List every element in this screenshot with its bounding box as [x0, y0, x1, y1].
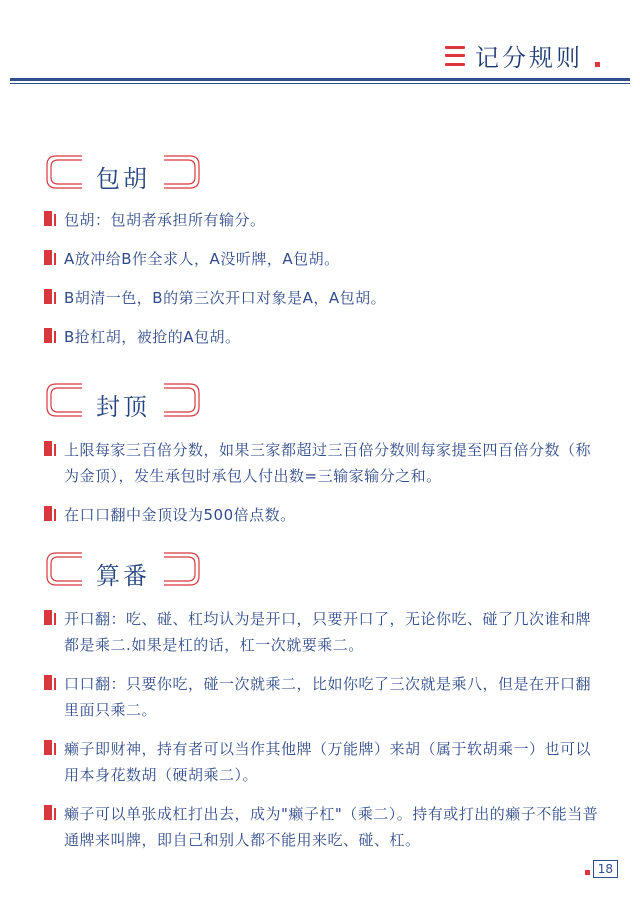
item-text: B抢杠胡，被抢的A包胡。 [64, 328, 241, 346]
section-baohu [44, 153, 600, 350]
item-text: A放冲给B作全求人，A没听牌，A包胡。 [64, 250, 340, 268]
item-text: B胡清一色，B的第三次开口对象是A，A包胡。 [64, 289, 387, 307]
list-item [44, 671, 600, 723]
item-text: 包胡：包胡者承担所有输分。 [64, 211, 266, 229]
header-divider [10, 78, 630, 81]
page-dot-decoration [585, 870, 590, 875]
bullet-icon [44, 289, 52, 304]
section-suanfan [44, 550, 600, 853]
section-heading [44, 550, 202, 588]
list-item [44, 207, 600, 233]
section-heading [44, 381, 202, 419]
item-text: 开口翻：吃、碰、杠均认为是开口，只要开口了，无论你吃、碰了几次谁和牌都是乘二.如果是杠的话，杠一次就要乘二。 [64, 610, 592, 654]
bullet-icon [44, 740, 52, 755]
bullet-icon [44, 610, 52, 625]
bullet-icon [44, 328, 52, 343]
bullet-icon [44, 675, 52, 690]
list-item [44, 437, 600, 489]
list-item [44, 502, 600, 528]
list-item [44, 324, 600, 350]
item-text: 上限每家三百倍分数，如果三家都超过三百倍分数则每家提至四百倍分数（称为金顶），发生承包时承包人付出数=三输家输分之和。 [64, 441, 592, 485]
list-item [44, 285, 600, 311]
section-heading [44, 153, 202, 191]
bullet-icon [44, 211, 52, 226]
page-header [445, 38, 600, 73]
page-title: 记分规则 [475, 44, 583, 72]
page-number-box: 18 [593, 860, 618, 878]
section-title: 算番 [96, 562, 150, 590]
item-text: 在口口翻中金顶设为500倍点数。 [64, 506, 296, 524]
section-title: 包胡 [96, 165, 150, 193]
list-item [44, 736, 600, 788]
bullet-icon [44, 441, 52, 456]
page-number [585, 860, 618, 878]
bullet-icon [44, 506, 52, 521]
section-title: 封顶 [96, 393, 150, 421]
list-item [44, 246, 600, 272]
menu-lines-icon [445, 46, 465, 66]
item-text: 癞子即财神，持有者可以当作其他牌（万能牌）来胡（属于软胡乘一）也可以用本身花数胡（硬胡乘二）。 [64, 740, 592, 784]
item-text: 癞子可以单张成杠打出去，成为"癞子杠"（乘二）。持有或打出的癞子不能当普通牌来叫牌，即自己和别人都不能用来吃、碰、杠。 [64, 805, 599, 849]
title-dot-decoration [595, 62, 600, 67]
bullet-icon [44, 805, 52, 820]
bullet-icon [44, 250, 52, 265]
section-fengding [44, 381, 600, 528]
list-item [44, 606, 600, 658]
list-item [44, 801, 600, 853]
header-divider-thin [10, 83, 630, 84]
item-text: 口口翻：只要你吃，碰一次就乘二，比如你吃了三次就是乘八，但是在开口翻里面只乘二。 [64, 675, 592, 719]
